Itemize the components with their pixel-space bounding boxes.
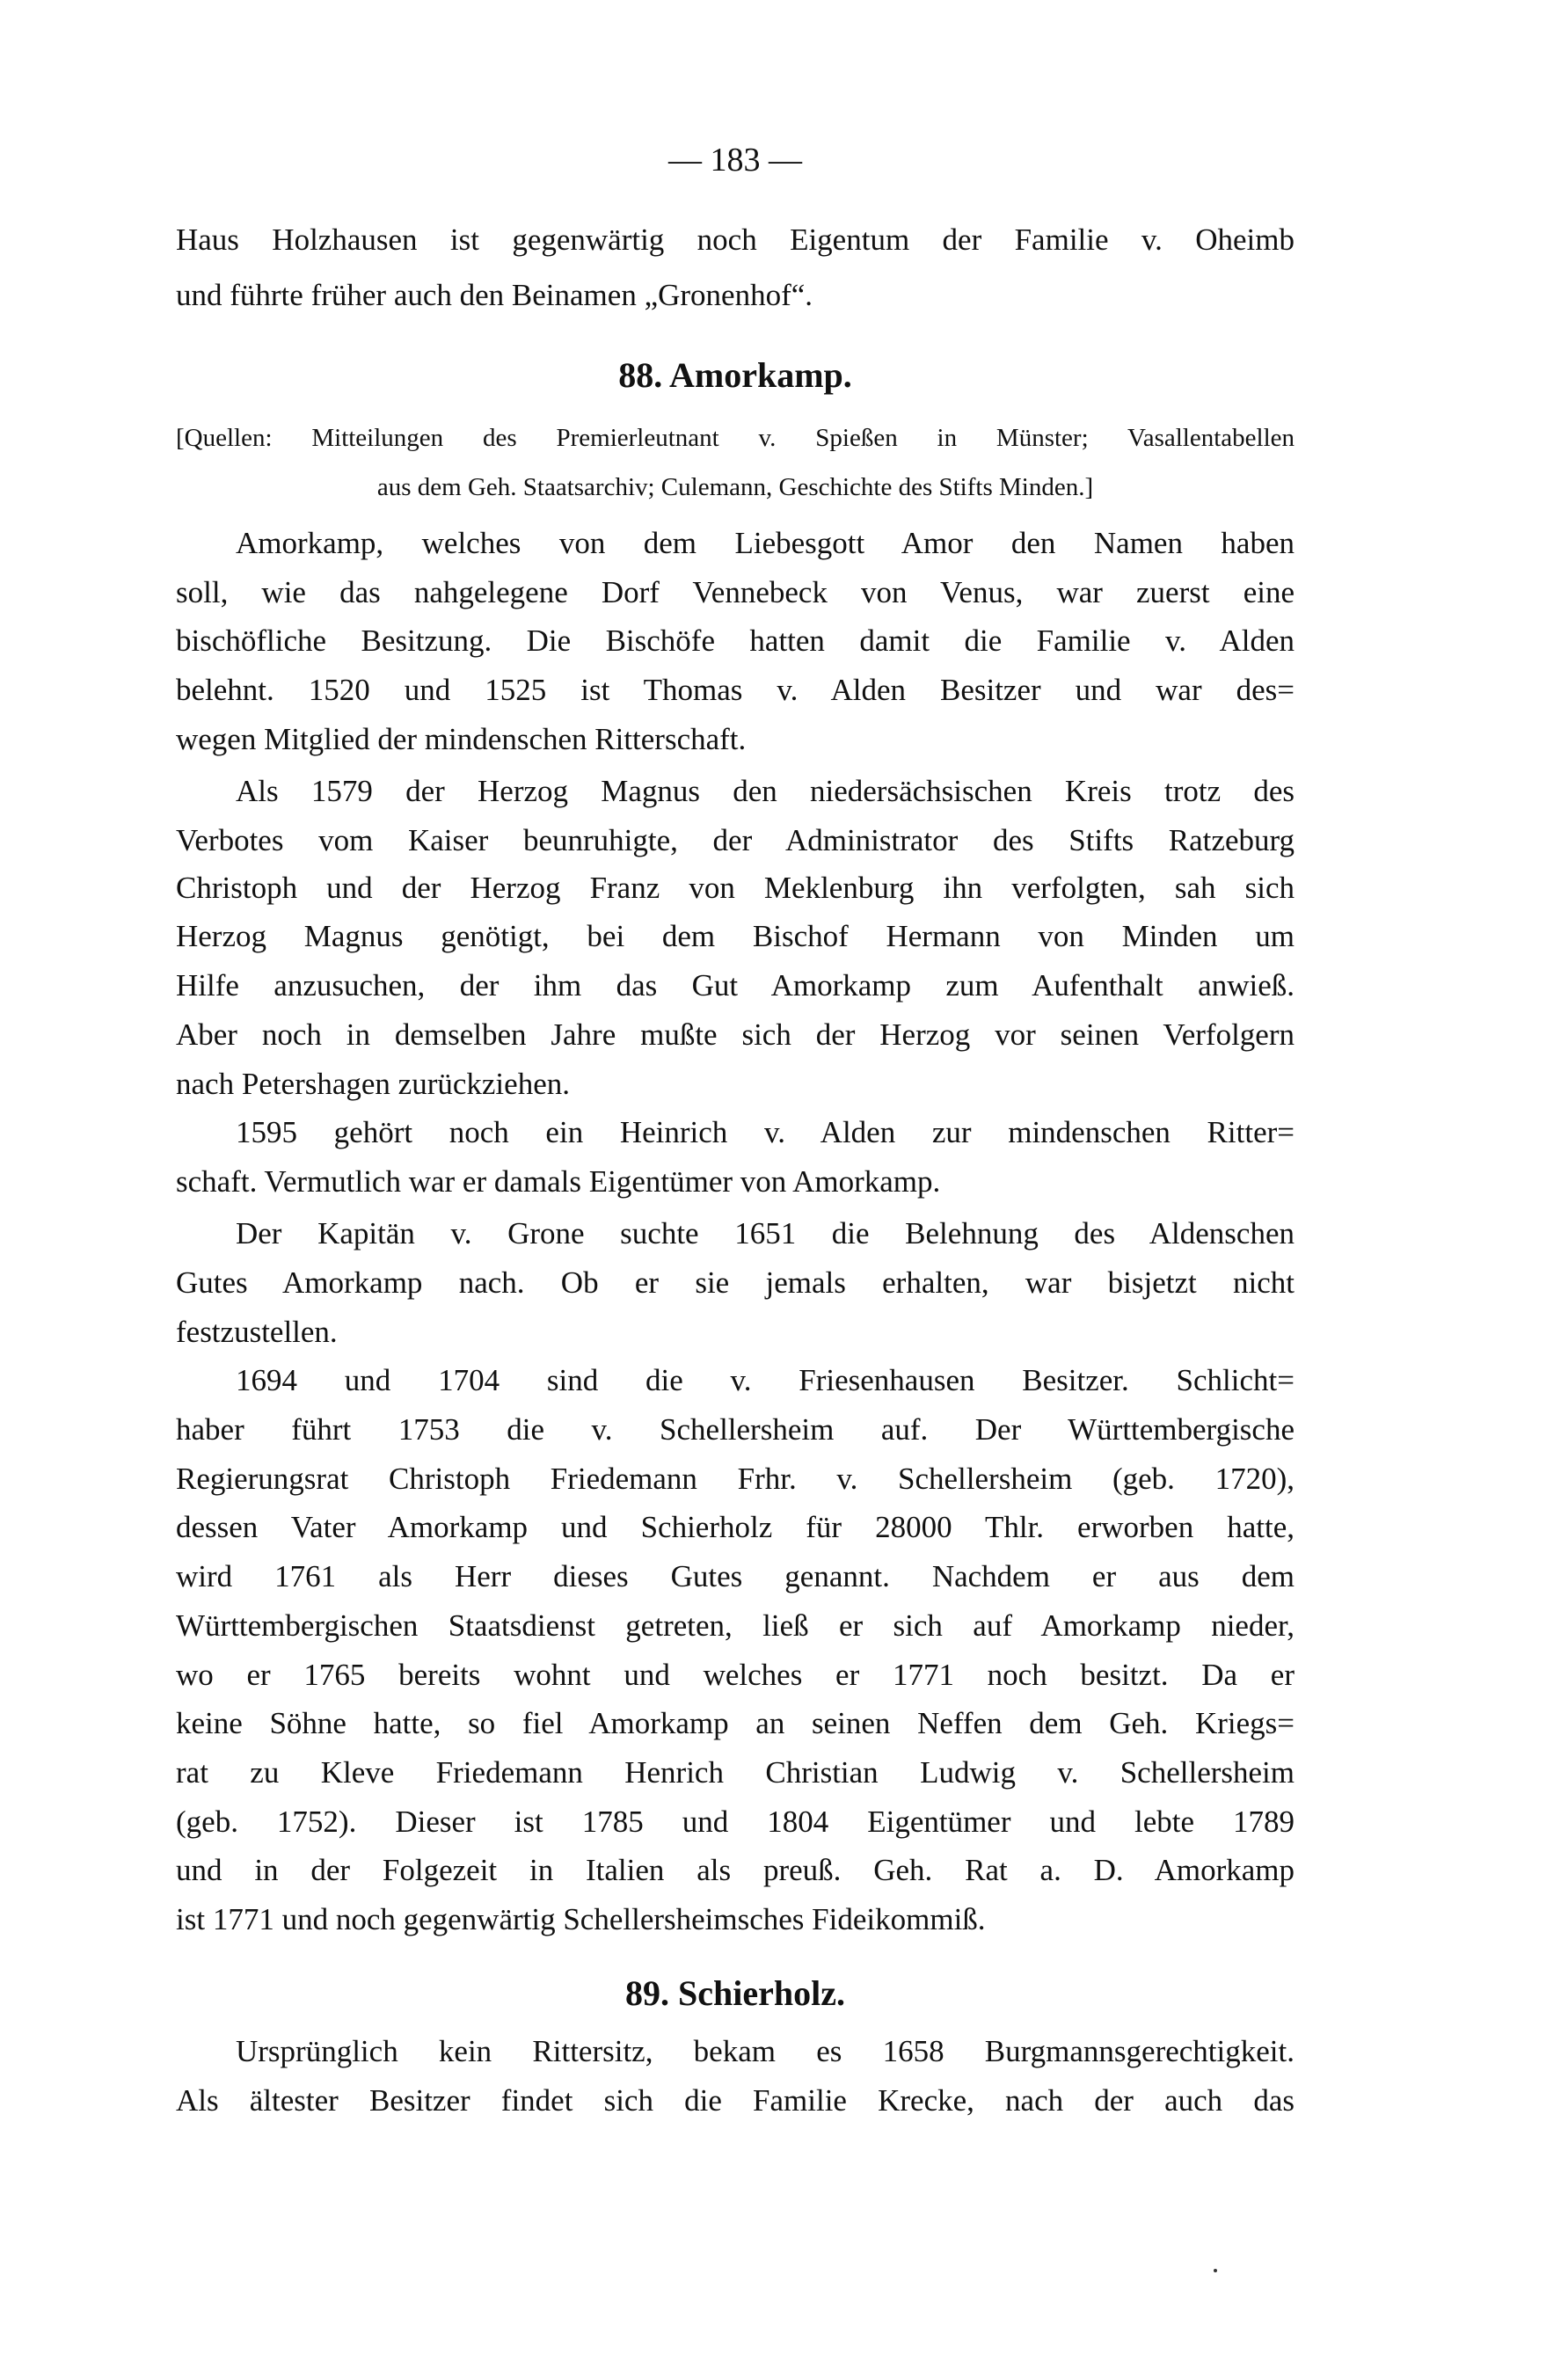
text-line: wo er 1765 bereits wohnt und welches er 1771 noch besitzt. Da er [176,1658,1295,1692]
text-line: Haus Holzhausen ist gegenwärtig noch Eigentum der Familie v. Oheimb [176,222,1295,257]
text-line: Amorkamp, welches von dem Liebesgott Amor den Namen haben [236,526,1295,560]
section-heading: 89. Schierholz. [625,1973,845,2013]
text-line: und in der Folgezeit in Italien als preuß. Geh. Rat a. D. Amorkamp [176,1853,1295,1887]
sources-line: aus dem Geh. Staatsarchiv; Culemann, Geschichte des Stifts Minden.] [376,473,1094,501]
text-line: bischöfliche Besitzung. Die Bischöfe hatten damit die Familie v. Alden [176,623,1295,658]
text-line: belehnt. 1520 und 1525 ist Thomas v. Alden Besitzer und war des= [176,673,1295,707]
text-line: Verbotes vom Kaiser beunruhigte, der Administrator des Stifts Ratzeburg [176,823,1295,857]
text-line: Regierungsrat Christoph Friedemann Frhr. v. Schellersheim (geb. 1720), [176,1462,1295,1496]
text-line: soll, wie das nahgelegene Dorf Vennebeck von Venus, war zuerst eine [176,575,1295,609]
scan-speck [1214,2269,1217,2272]
text-line: Aber noch in demselben Jahre mußte sich der Herzog vor seinen Verfolgern [176,1017,1295,1052]
text-line: Gutes Amorkamp nach. Ob er sie jemals erhalten, war bisjetzt nicht [176,1265,1295,1300]
text-line: ist 1771 und noch gegenwärtig Schellersheimsches Fideikommiß. [176,1902,986,1936]
text-line: Ursprünglich kein Rittersitz, bekam es 1658 Burgmannsgerechtigkeit. [236,2034,1295,2068]
text-line: rat zu Kleve Friedemann Henrich Christian Ludwig v. Schellersheim [176,1755,1295,1790]
text-line: Christoph und der Herzog Franz von Meklenburg ihn verfolgten, sah sich [176,871,1295,905]
text-line: (geb. 1752). Dieser ist 1785 und 1804 Eigentümer und lebte 1789 [176,1805,1295,1839]
text-line: und führte früher auch den Beinamen „Gronenhof“. [176,278,813,312]
text-line: 1595 gehört noch ein Heinrich v. Alden zur mindenschen Ritter= [236,1115,1295,1149]
text-line: schaft. Vermutlich war er damals Eigentümer von Amorkamp. [176,1164,941,1199]
text-line: wegen Mitglied der mindenschen Ritterschaft. [176,722,747,756]
text-line: Württembergischen Staatsdienst getreten, ließ er sich auf Amorkamp nieder, [176,1608,1295,1643]
text-line: Herzog Magnus genötigt, bei dem Bischof Hermann von Minden um [176,919,1295,953]
page-number: — 183 — [668,142,802,179]
text-line: 1694 und 1704 sind die v. Friesenhausen Besitzer. Schlicht= [236,1363,1295,1397]
text-line: wird 1761 als Herr dieses Gutes genannt. Nachdem er aus dem [176,1559,1295,1593]
text-line: festzustellen. [176,1315,338,1349]
text-line: Hilfe anzusuchen, der ihm das Gut Amorkamp zum Aufenthalt anwieß. [176,968,1295,1003]
text-line: Als 1579 der Herzog Magnus den niedersächsischen Kreis trotz des [236,774,1295,808]
section-heading: 88. Amorkamp. [618,355,852,395]
text-line: nach Petershagen zurückziehen. [176,1067,570,1101]
text-line: Der Kapitän v. Grone suchte 1651 die Belehnung des Aldenschen [236,1216,1295,1250]
text-line: Als ältester Besitzer findet sich die Familie Krecke, nach der auch das [176,2083,1295,2118]
sources-line: [Quellen: Mitteilungen des Premierleutnant v. Spießen in Münster; Vasallentabellen [176,424,1295,452]
text-line: dessen Vater Amorkamp und Schierholz für 28000 Thlr. erworben hatte, [176,1510,1295,1544]
text-line: keine Söhne hatte, so fiel Amorkamp an seinen Neffen dem Geh. Kriegs= [176,1706,1295,1740]
text-line: haber führt 1753 die v. Schellersheim auf. Der Württembergische [176,1412,1295,1447]
